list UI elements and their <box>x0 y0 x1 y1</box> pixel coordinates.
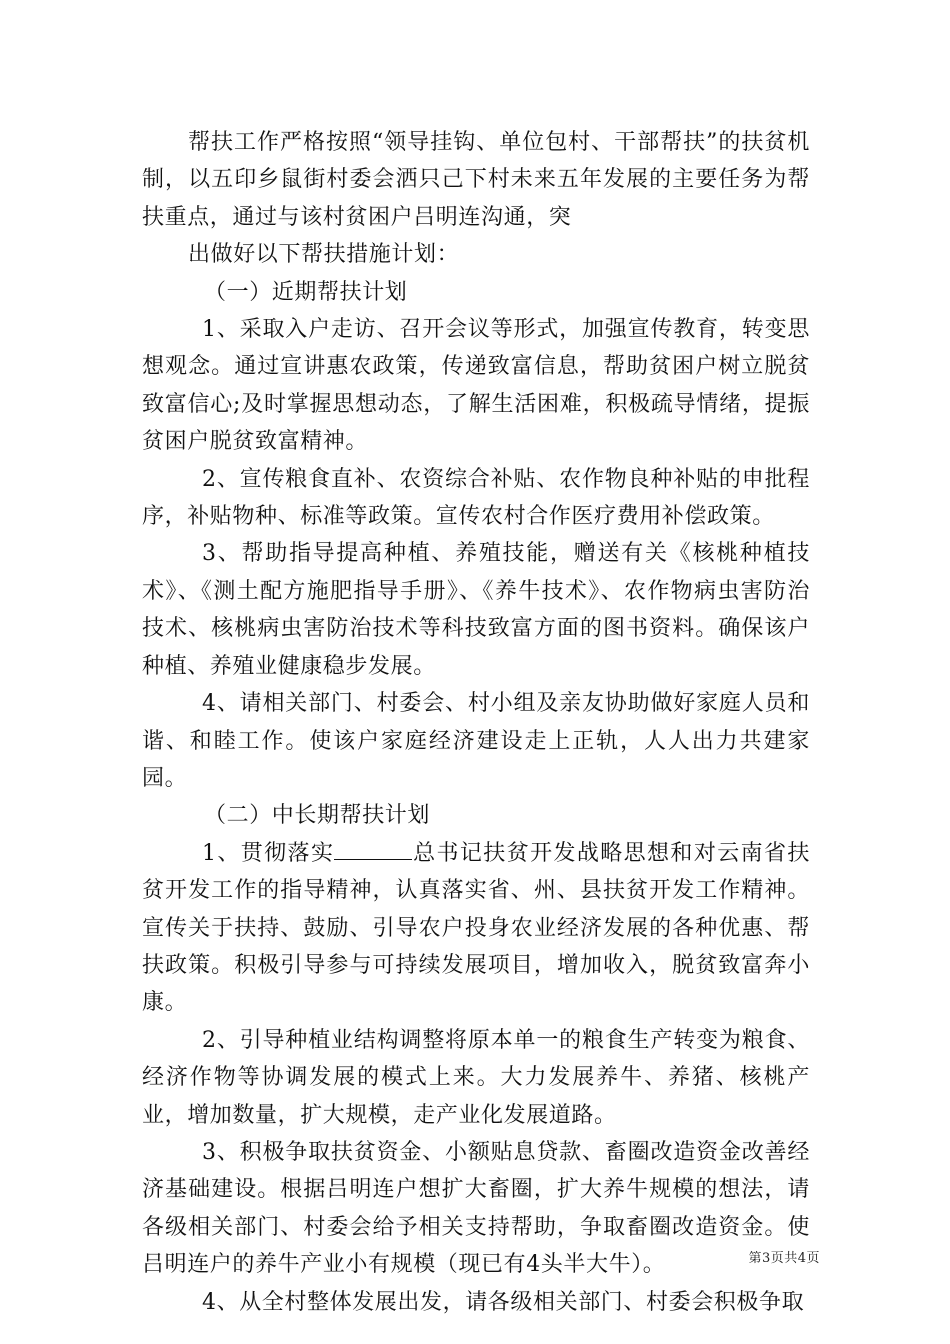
paragraph-long-term-3: 3、积极争取扶贫资金、小额贴息贷款、畜圈改造资金改善经济基础建设。根据吕明连户想扩大畜圈，扩大养牛规模的想法，请各级相关部门、村委会给予相关支持帮助，争取畜圈改造资金。使吕明连户的养牛产业小有规模（现已有4头半大牛）。 <box>142 1139 810 1278</box>
section-heading-short-term: （一）近期帮扶计划 <box>204 279 408 305</box>
paragraph-short-term-1: 1、采取入户走访、召开会议等形式，加强宣传教育，转变思想观念。通过宣讲惠农政策，传递致富信息，帮助贫困户树立脱贫致富信心;及时掌握思想动态，了解生活困难，积极疏导情绪，提振贫困户脱贫致富精神。 <box>142 317 810 455</box>
paragraph-long-term-4: 4、从全村整体发展出发，请各级相关部门、村委会积极争取 <box>202 1289 805 1315</box>
document-body <box>142 124 810 1321</box>
page-number-footer: 第3页共4页 <box>748 1251 820 1266</box>
fill-in-blank <box>334 841 412 860</box>
paragraph-long-term-2: 2、引导种植业结构调整将原本单一的粮食生产转变为粮食、经济作物等协调发展的模式上来。大力发展养牛、养猪、核桃产业，增加数量，扩大规模，走产业化发展道路。 <box>142 1027 810 1128</box>
section-heading-long-term: （二）中长期帮扶计划 <box>204 803 431 829</box>
paragraph-long-term-1-lead: 1、贯彻落实 <box>202 840 335 866</box>
paragraph-short-term-3: 3、帮助指导提高种植、养殖技能，赠送有关《核桃种植技术》、《测土配方施肥指导手册》、《养牛技术》、农作物病虫害防治技术、核桃病虫害防治技术等科技致富方面的图书资料。确保该户种植、养殖业健康稳步发展。 <box>142 541 810 679</box>
paragraph-short-term-4: 4、请相关部门、村委会、村小组及亲友协助做好家庭人员和谐、和睦工作。使该户家庭经济建设走上正轨，人人出力共建家园。 <box>142 691 810 791</box>
paragraph-intro-continued: 出做好以下帮扶措施计划： <box>188 242 460 268</box>
paragraph-long-term-1-rest: 总书记扶贫开发战略思想和对云南省扶贫开发工作的指导精神，认真落实省、州、县扶贫开发工作精神。宣传关于扶持、鼓励、引导农户投身农业经济发展的各种优惠、帮扶政策。积极引导参与可持续发展项目，增加收入，脱贫致富奔小康。 <box>142 840 810 1016</box>
paragraph-intro: 帮扶工作严格按照“领导挂钩、单位包村、干部帮扶”的扶贫机制，以五印乡鼠街村委会洒只己下村未来五年发展的主要任务为帮扶重点，通过与该村贫困户吕明连沟通，突 <box>142 130 810 230</box>
paragraph-short-term-2: 2、宣传粮食直补、农资综合补贴、农作物良种补贴的申批程序，补贴物种、标准等政策。宣传农村合作医疗费用补偿政策。 <box>142 466 810 530</box>
paragraph-long-term-1 <box>142 835 810 1022</box>
